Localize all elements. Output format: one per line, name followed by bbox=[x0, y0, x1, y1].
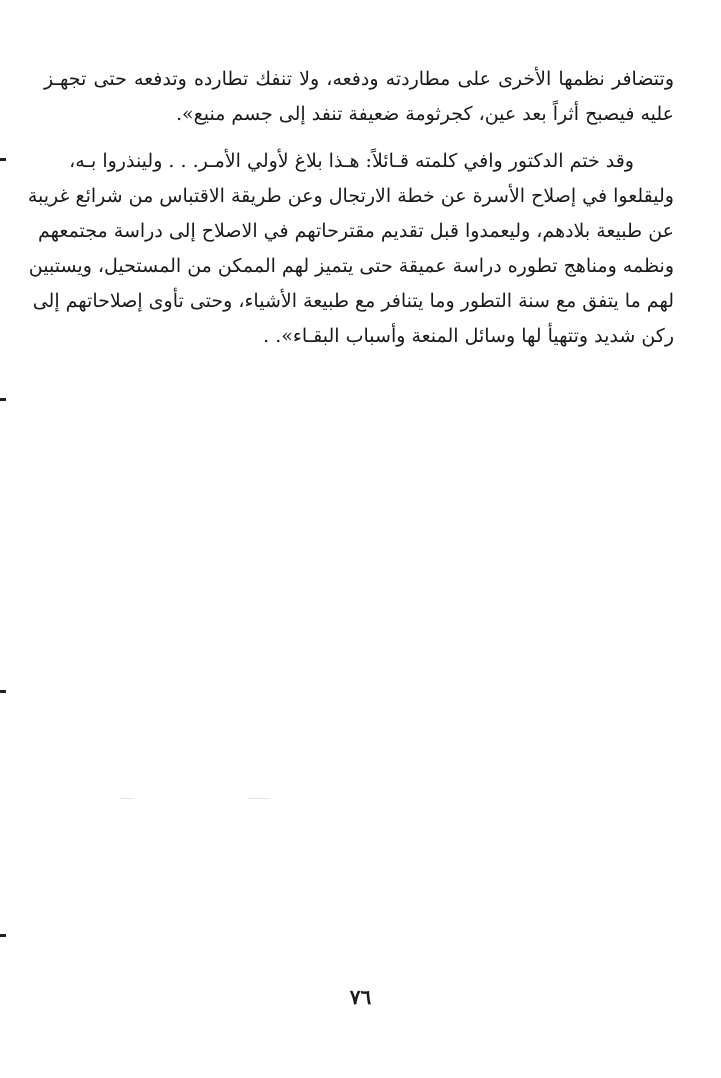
paragraph-1-line-1: وتتضافر نظمها الأخرى على مطاردته ودفعه، ولا تنفك تطارده وتدفعه حتى تجهـز bbox=[44, 68, 674, 90]
paragraph-2-line-4: ونظمه ومناهج تطوره دراسة عميقة حتى يتميز لهم الممكن من المستحيل، ويستبين bbox=[28, 255, 674, 277]
scan-edge-mark bbox=[0, 934, 6, 937]
scan-edge-mark bbox=[0, 398, 6, 401]
scan-artifact bbox=[248, 798, 270, 799]
paragraph-2-line-5: لهم ما يتفق مع سنة التطور وما يتنافر مع طبيعة الأشياء، وحتى تأوى إصلاحاتهم إلى bbox=[32, 290, 674, 312]
paragraph-2 bbox=[27, 144, 674, 354]
page-number: ٧٦ bbox=[349, 985, 372, 1009]
paragraph-2-line-6: ركن شديد وتتهيأ لها وسائل المنعة وأسباب البقـاء». . bbox=[263, 325, 674, 347]
scan-edge-mark bbox=[0, 158, 6, 161]
scan-artifact bbox=[120, 798, 134, 799]
paragraph-1-line-2: عليه فيصبح أثراً بعد عين، كجرثومة ضعيفة تنفد إلى جسم منيع». bbox=[175, 103, 674, 125]
paragraph-1 bbox=[44, 62, 674, 132]
paragraph-2-line-3: عن طبيعة بلادهم، وليعمدوا قبل تقديم مقترحاتهم في الاصلاح إلى دراسة مجتمعهم bbox=[38, 220, 674, 242]
paragraph-2-line-2: وليقلعوا في إصلاح الأسرة عن خطة الارتجال وعن طريقة الاقتباس من شرائع غريبة bbox=[27, 185, 674, 207]
paragraph-2-line-1: وقد ختم الدكتور وافي كلمته قـائلاً: هـذا بلاغ لأولي الأمـر. . . ولينذروا بـه، bbox=[69, 150, 634, 172]
scan-edge-mark bbox=[0, 690, 6, 693]
